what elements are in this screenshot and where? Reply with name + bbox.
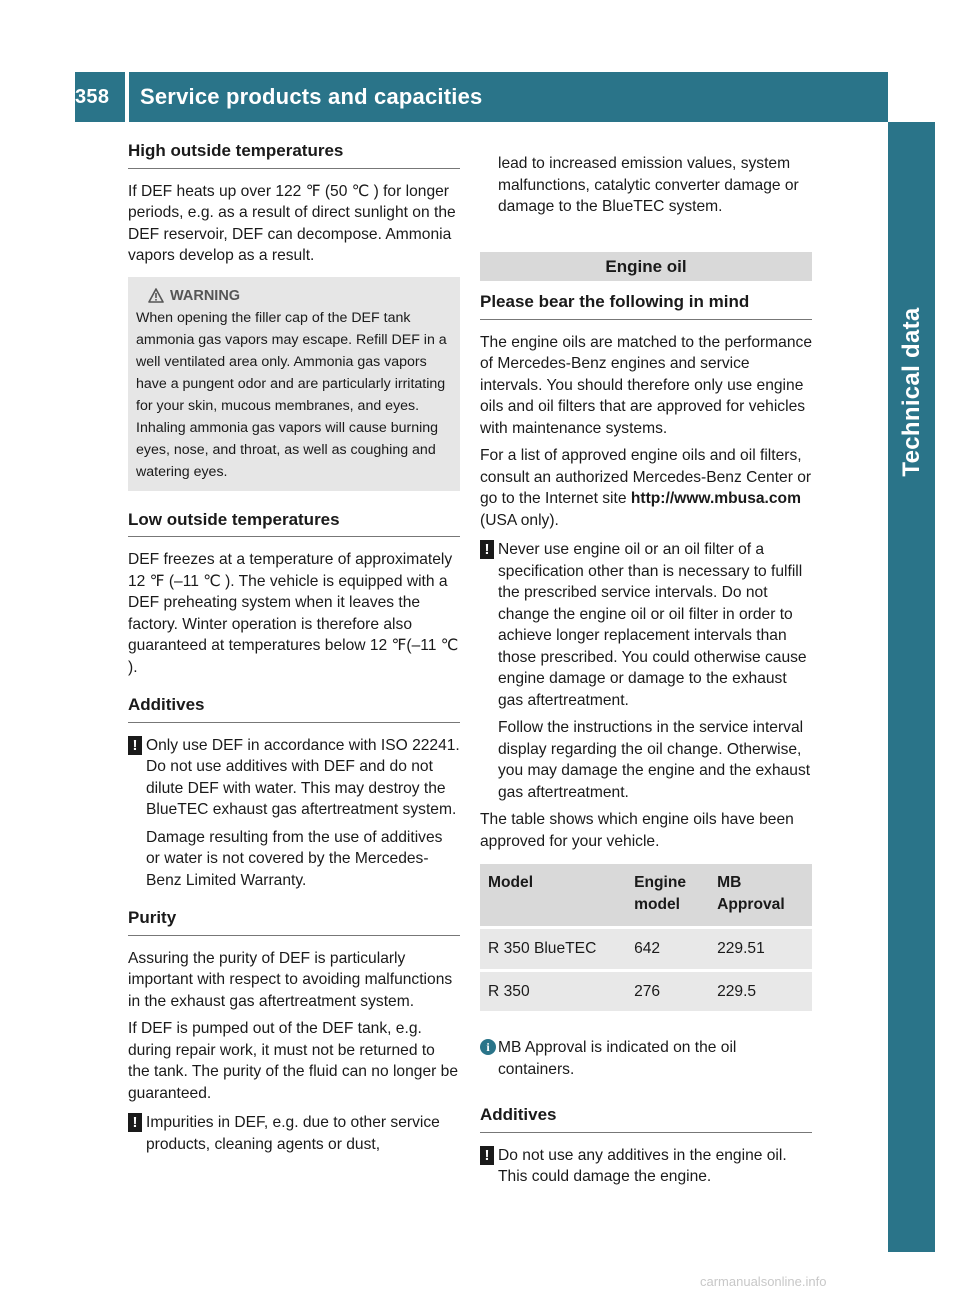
exclamation-icon: ! xyxy=(480,1146,494,1165)
table-row xyxy=(480,926,812,969)
additives-oil-note-text: Do not use any additives in the engine oil. This could damage the engine. xyxy=(498,1146,787,1185)
side-tab-label: Technical data xyxy=(897,307,925,477)
info-note xyxy=(480,1037,812,1080)
warning-text: When opening the filler cap of the DEF tank ammonia gas vapors may escape. Refill DEF in a well ventilated area only. Ammonia gas vapors have a pungent odor and are particularly irritating for your skin, mucous membranes, and eyes. Inhaling ammonia gas vapors will cause burning eyes, nose, and throat, as well as coughing and watering eyes. xyxy=(136,309,447,480)
mbusa-link[interactable]: http://www.mbusa.com xyxy=(630,490,801,507)
watermark: carmanualsonline.info xyxy=(700,1274,827,1289)
additives-note-text: Only use DEF in accordance with ISO 22241. Do not use additives with DEF and do not dilute DEF with water. This may destroy the BlueTEC exhaust gas aftertreatment system. xyxy=(146,736,460,818)
table-header-model: Model xyxy=(480,864,626,926)
table-cell: R 350 xyxy=(480,969,626,1012)
table-cell: 229.51 xyxy=(709,926,812,969)
engine-oil-table xyxy=(480,864,812,1011)
side-tab xyxy=(888,122,935,622)
high-temp-text: If DEF heats up over 122 ℉ (50 ℃ ) for longer periods, e.g. as a result of direct sunlight on the DEF reservoir, DEF can decompose. Ammonia vapors develop as a result. xyxy=(128,182,456,264)
left-column xyxy=(128,140,460,1161)
warning-icon xyxy=(148,288,164,303)
table-cell: 229.5 xyxy=(709,969,812,1012)
heading-high-temperatures: High outside temperatures xyxy=(128,140,460,169)
table-header-engine-model: Engine model xyxy=(626,864,709,926)
table-cell: 276 xyxy=(626,969,709,1012)
warning-label: WARNING xyxy=(170,287,241,304)
purity-note xyxy=(128,1112,460,1155)
additives-note xyxy=(128,735,460,821)
header-divider xyxy=(125,72,129,122)
purity-text-1: Assuring the purity of DEF is particularly important with respect to avoiding malfunctions in the exhaust gas aftertreatment system. xyxy=(128,949,453,1010)
table-cell: R 350 BlueTEC xyxy=(480,926,626,969)
table-cell: 642 xyxy=(626,926,709,969)
page-number: 358 xyxy=(75,86,110,108)
engine-oil-note-sub: Follow the instructions in the service interval display regarding the oil change. Otherwise, you may damage the engine and the exhaust gas aftertreatment. xyxy=(498,719,811,801)
exclamation-icon: ! xyxy=(128,1113,142,1132)
heading-additives: Additives xyxy=(128,694,460,723)
additives-oil-note xyxy=(480,1145,812,1188)
heading-additives-oil: Additives xyxy=(480,1104,812,1133)
warning-box xyxy=(128,277,460,491)
purity-note-text: Impurities in DEF, e.g. due to other service products, cleaning agents or dust, xyxy=(146,1114,440,1153)
exclamation-icon: ! xyxy=(480,540,494,559)
continuation-text: lead to increased emission values, system malfunctions, catalytic converter damage or damage to the BlueTEC system. xyxy=(498,155,799,215)
engine-oil-text-2 xyxy=(480,445,812,531)
additives-note-sub: Damage resulting from the use of additives or water is not covered by the Mercedes-Benz Limited Warranty. xyxy=(146,828,443,889)
page-title: Service products and capacities xyxy=(140,84,483,109)
heading-purity: Purity xyxy=(128,907,460,936)
exclamation-icon: ! xyxy=(128,736,142,755)
engine-oil-text-1: The engine oils are matched to the performance of Mercedes-Benz engines and service intervals. You should therefore only use engine oils and oil filters that are approved for vehicles with maintenance systems. xyxy=(480,333,812,437)
side-tab-marker xyxy=(888,822,935,880)
table-header-mb-approval: MB Approval xyxy=(709,864,812,926)
section-engine-oil: Engine oil xyxy=(480,252,812,282)
heading-low-temperatures: Low outside temperatures xyxy=(128,509,460,538)
info-icon: i xyxy=(480,1039,496,1055)
table-header-row xyxy=(480,864,812,926)
table-intro: The table shows which engine oils have been approved for your vehicle. xyxy=(480,811,794,850)
right-column xyxy=(480,140,812,1194)
warning-header xyxy=(136,285,452,307)
mbusa-link-suffix: (USA only). xyxy=(480,511,559,529)
table-row xyxy=(480,969,812,1012)
heading-bear-in-mind: Please bear the following in mind xyxy=(480,291,812,320)
engine-oil-note xyxy=(480,539,812,711)
engine-oil-text-2-body: For a list of approved engine oils and oil filters, consult an authorized Mercedes-Benz Center or go to the Internet site xyxy=(480,447,812,507)
info-note-text: MB Approval is indicated on the oil containers. xyxy=(498,1039,737,1078)
low-temp-text: DEF freezes at a temperature of approximately 12 ℉ (–11 ℃ ). The vehicle is equipped with a DEF preheating system when it leaves the factory. Winter operation is therefore also guaranteed at temperatures below 12 ℉(–11 ℃ ). xyxy=(128,551,459,676)
purity-text-2: If DEF is pumped out of the DEF tank, e.g. during repair work, it must not be returned to the tank. The purity of the fluid can no longer be guaranteed. xyxy=(128,1020,458,1102)
engine-oil-note-text: Never use engine oil or an oil filter of a specification other than is necessary to fulfill the prescribed service intervals. Do not change the engine oil or oil filter in order to achieve longer replacement intervals than those prescribed. You could otherwise cause engine damage or damage to the exhaust gas aftertreatment. xyxy=(498,541,807,709)
